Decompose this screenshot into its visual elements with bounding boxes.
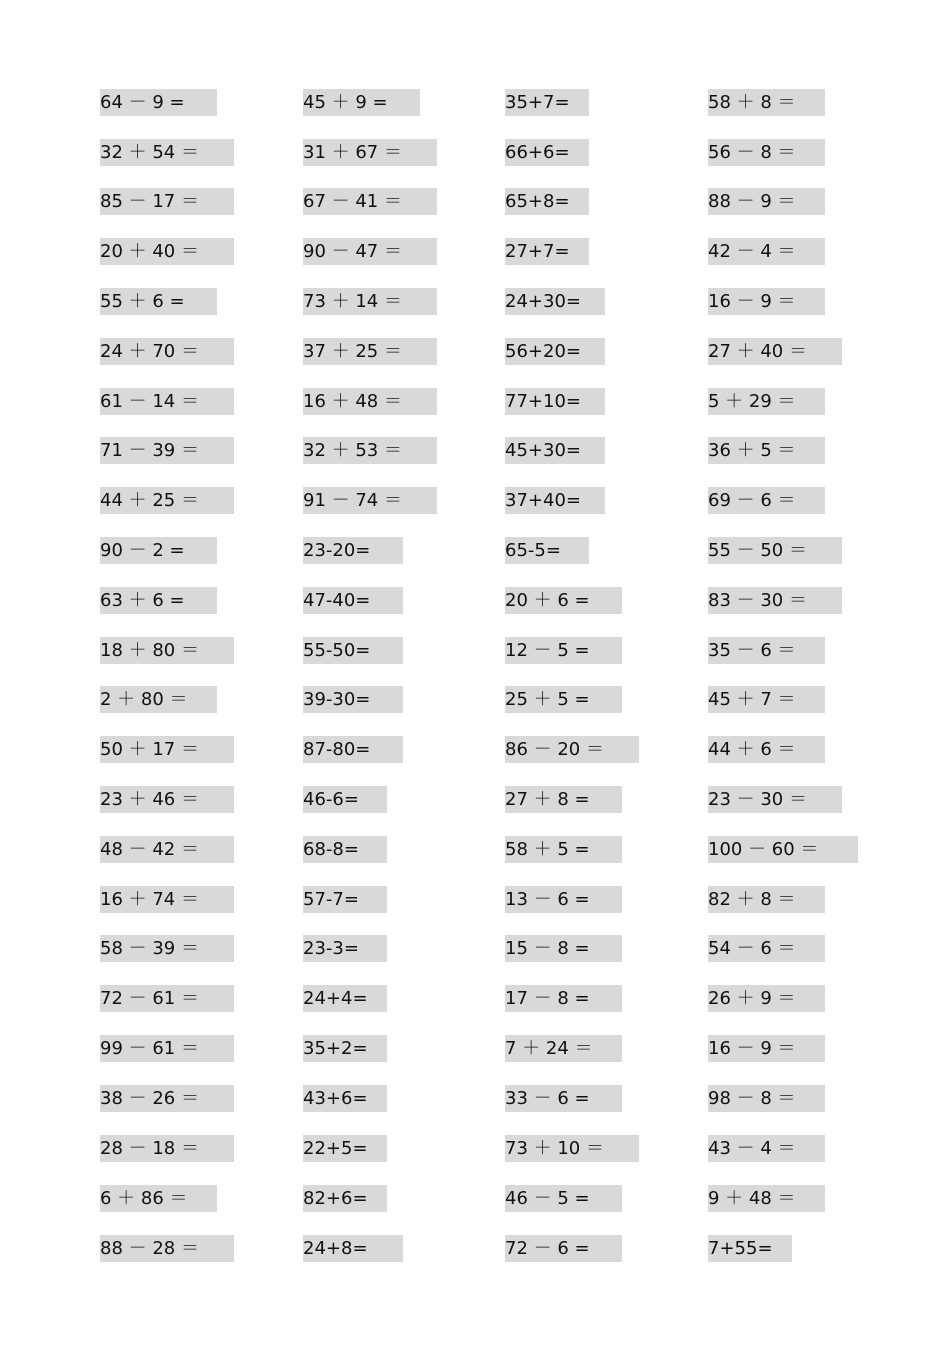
math-problem: 90 － 2 = <box>100 537 217 564</box>
math-problem: 20 ＋ 6 = <box>505 587 622 614</box>
math-problem: 45 ＋ 7 ＝ <box>708 686 825 713</box>
math-problem: 7 ＋ 24 ＝ <box>505 1035 622 1062</box>
math-problem: 55 － 50 ＝ <box>708 537 842 564</box>
math-problem: 58 ＋ 5 = <box>505 836 622 863</box>
math-problem: 26 ＋ 9 ＝ <box>708 985 825 1012</box>
math-problem: 37+40= <box>505 487 605 514</box>
math-problem: 91 － 74 ＝ <box>303 487 437 514</box>
math-problem: 32 ＋ 53 ＝ <box>303 437 437 464</box>
math-problem: 45+30= <box>505 437 605 464</box>
math-problem: 71 － 39 ＝ <box>100 437 234 464</box>
math-problem: 72 － 6 = <box>505 1235 622 1262</box>
math-problem: 88 － 9 ＝ <box>708 188 825 215</box>
math-problem: 37 ＋ 25 ＝ <box>303 338 437 365</box>
math-problem: 58 － 39 ＝ <box>100 935 234 962</box>
math-problem: 45 ＋ 9 = <box>303 89 420 116</box>
math-problem: 55-50= <box>303 637 403 664</box>
math-problem: 5 ＋ 29 ＝ <box>708 388 825 415</box>
math-problem: 57-7= <box>303 886 387 913</box>
math-problem: 24+4= <box>303 985 387 1012</box>
math-problem: 54 － 6 ＝ <box>708 935 825 962</box>
math-problem: 36 ＋ 5 ＝ <box>708 437 825 464</box>
math-problem: 23-20= <box>303 537 403 564</box>
math-problem: 17 － 8 = <box>505 985 622 1012</box>
math-problem: 27 ＋ 8 = <box>505 786 622 813</box>
math-problem: 42 － 4 ＝ <box>708 238 825 265</box>
math-problem: 64 － 9 = <box>100 89 217 116</box>
math-problem: 16 － 9 ＝ <box>708 1035 825 1062</box>
math-problem: 87-80= <box>303 736 403 763</box>
math-problem: 7+55= <box>708 1235 792 1262</box>
math-problem: 98 － 8 ＝ <box>708 1085 825 1112</box>
math-problem: 82 ＋ 8 ＝ <box>708 886 825 913</box>
math-problem: 6 ＋ 86 ＝ <box>100 1185 217 1212</box>
math-problem: 12 － 5 = <box>505 637 622 664</box>
math-problem: 100 － 60 ＝ <box>708 836 858 863</box>
math-problem: 82+6= <box>303 1185 387 1212</box>
math-problem: 63 ＋ 6 = <box>100 587 217 614</box>
math-problem: 23 ＋ 46 ＝ <box>100 786 234 813</box>
math-problem: 13 － 6 = <box>505 886 622 913</box>
math-problem: 15 － 8 = <box>505 935 622 962</box>
math-problem: 77+10= <box>505 388 605 415</box>
math-problem: 23-3= <box>303 935 387 962</box>
math-problem: 20 ＋ 40 ＝ <box>100 238 234 265</box>
math-problem: 65-5= <box>505 537 589 564</box>
math-problem: 35 － 6 ＝ <box>708 637 825 664</box>
math-problem: 2 ＋ 80 ＝ <box>100 686 217 713</box>
math-problem: 47-40= <box>303 587 403 614</box>
math-problem: 72 － 61 ＝ <box>100 985 234 1012</box>
math-problem: 44 ＋ 25 ＝ <box>100 487 234 514</box>
math-problem: 55 ＋ 6 = <box>100 288 217 315</box>
math-problem: 65+8= <box>505 188 589 215</box>
math-problem: 99 － 61 ＝ <box>100 1035 234 1062</box>
math-problem: 56+20= <box>505 338 605 365</box>
math-problem: 46-6= <box>303 786 387 813</box>
math-problem: 16 ＋ 48 ＝ <box>303 388 437 415</box>
math-problem: 44 ＋ 6 ＝ <box>708 736 825 763</box>
math-problem: 69 － 6 ＝ <box>708 487 825 514</box>
math-problem: 73 ＋ 14 ＝ <box>303 288 437 315</box>
math-problem: 56 － 8 ＝ <box>708 139 825 166</box>
math-problem: 22+5= <box>303 1135 387 1162</box>
math-problem: 18 ＋ 80 ＝ <box>100 637 234 664</box>
math-problem: 48 － 42 ＝ <box>100 836 234 863</box>
math-problem: 88 － 28 ＝ <box>100 1235 234 1262</box>
math-problem: 85 － 17 ＝ <box>100 188 234 215</box>
math-problem: 46 － 5 = <box>505 1185 622 1212</box>
math-problem: 61 － 14 ＝ <box>100 388 234 415</box>
math-problem: 24 ＋ 70 ＝ <box>100 338 234 365</box>
math-problem: 83 － 30 ＝ <box>708 587 842 614</box>
math-problem: 43+6= <box>303 1085 387 1112</box>
math-problem: 86 － 20 ＝ <box>505 736 639 763</box>
math-problem: 16 ＋ 74 ＝ <box>100 886 234 913</box>
math-problem: 39-30= <box>303 686 403 713</box>
math-problem: 73 ＋ 10 ＝ <box>505 1135 639 1162</box>
math-problem: 32 ＋ 54 ＝ <box>100 139 234 166</box>
math-problem: 16 － 9 ＝ <box>708 288 825 315</box>
math-problem: 35+7= <box>505 89 589 116</box>
math-problem: 23 － 30 ＝ <box>708 786 842 813</box>
math-problem: 67 － 41 ＝ <box>303 188 437 215</box>
math-problem: 28 － 18 ＝ <box>100 1135 234 1162</box>
math-problem: 27 ＋ 40 ＝ <box>708 338 842 365</box>
math-problem: 9 ＋ 48 ＝ <box>708 1185 825 1212</box>
math-problem: 25 ＋ 5 = <box>505 686 622 713</box>
math-problem: 58 ＋ 8 ＝ <box>708 89 825 116</box>
math-problem: 33 － 6 = <box>505 1085 622 1112</box>
math-problem: 68-8= <box>303 836 387 863</box>
math-problem: 38 － 26 ＝ <box>100 1085 234 1112</box>
math-problem: 24+8= <box>303 1235 403 1262</box>
math-problem: 35+2= <box>303 1035 387 1062</box>
math-problem: 24+30= <box>505 288 605 315</box>
math-problem: 50 ＋ 17 ＝ <box>100 736 234 763</box>
math-problem: 66+6= <box>505 139 589 166</box>
math-problem: 31 ＋ 67 ＝ <box>303 139 437 166</box>
math-problem: 90 － 47 ＝ <box>303 238 437 265</box>
math-problem: 27+7= <box>505 238 589 265</box>
math-problem: 43 － 4 ＝ <box>708 1135 825 1162</box>
